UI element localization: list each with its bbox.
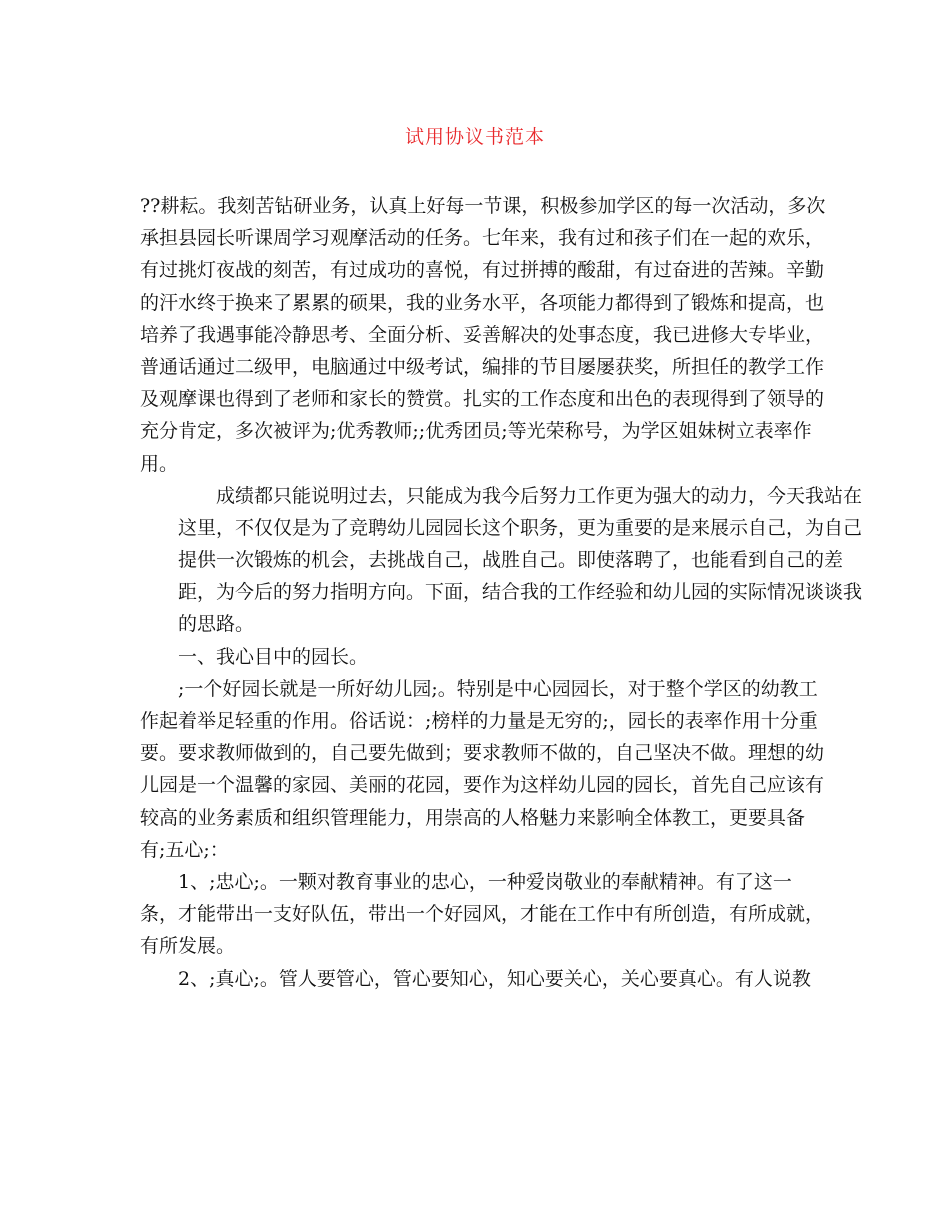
section-heading	[140, 641, 812, 673]
text-line: 充分肯定，多次被评为;优秀教师;;优秀团员;等光荣称号，为学区姐妹树立表率作	[140, 420, 812, 443]
text-line: 1、;忠心;。一颗对教育事业的忠心，一种爱岗敬业的奉献精神。有了这一	[178, 870, 792, 893]
paragraph	[140, 190, 826, 480]
paragraph	[140, 963, 812, 995]
text-line: 有所发展。	[140, 935, 236, 958]
text-line: ;一个好园长就是一所好幼儿园;。特别是中心园园长，对于整个学区的幼教工	[178, 677, 818, 700]
text-line: 提供一次锻炼的机会，去挑战自己，战胜自己。即使落聘了，也能看到自己的差	[178, 549, 844, 572]
text-line: 作起着举足轻重的作用。俗话说：;榜样的力量是无穷的;，园长的表率作用十分重	[140, 710, 818, 732]
text-line: 成绩都只能说明过去，只能成为我今后努力工作更为强大的动力，今天我站在	[216, 484, 863, 507]
paragraph	[140, 480, 863, 641]
text-line: 较高的业务素质和组织管理能力，用崇高的人格魅力来影响全体教工，更要具备	[140, 806, 806, 829]
text-line: 儿园是一个温馨的家园、美丽的花园，要作为这样幼儿园的园长，首先自己应该有	[140, 774, 825, 797]
text-line: ??耕耘。我刻苦钻研业务，认真上好每一节课，积极参加学区的每一次活动，多次	[140, 195, 826, 217]
text-line: 培养了我遇事能冷静思考、全面分析、妥善解决的处事态度，我已进修大专毕业，	[140, 323, 825, 346]
text-line: 条，才能带出一支好队伍，带出一个好园风，才能在工作中有所创造，有所成就，	[140, 903, 825, 926]
document-body	[140, 190, 863, 995]
text-line: 这里，不仅仅是为了竞聘幼儿园园长这个职务，更为重要的是来展示自己，为自己	[178, 516, 863, 539]
text-line: 的汗水终于换来了累累的硕果，我的业务水平，各项能力都得到了锻炼和提高，也	[140, 291, 825, 314]
text-line: 距，为今后的努力指明方向。下面，结合我的工作经验和幼儿园的实际情况谈谈我	[178, 581, 863, 604]
text-line: 及观摩课也得到了老师和家长的赞赏。扎实的工作态度和出色的表现得到了领导的	[140, 388, 825, 411]
paragraph	[140, 866, 825, 963]
text-line: 承担县园长听课周学习观摩活动的任务。七年来，我有过和孩子们在一起的欢乐，	[140, 227, 825, 250]
text-line: 有;五心;：	[140, 838, 229, 861]
document-title: 试用协议书范本	[404, 126, 545, 148]
text-line: 用。	[140, 452, 179, 475]
text-line: 有过挑灯夜战的刻苦，有过成功的喜悦，有过拼搏的酸甜，有过奋进的苦辣。辛勤	[140, 259, 825, 282]
text-line: 的思路。	[178, 613, 255, 636]
text-line: 要。要求教师做到的，自己要先做到；要求教师不做的，自己坚决不做。理想的幼	[140, 742, 825, 765]
text-line: 普通话通过二级甲，电脑通过中级考试，编排的节目屡屡获奖，所担任的教学工作	[140, 355, 825, 378]
text-line: 一、我心目中的园长。	[178, 645, 369, 668]
paragraph	[140, 673, 825, 866]
text-line: 2、;真心;。管人要管心，管心要知心，知心要关心，关心要真心。有人说教	[178, 967, 811, 990]
